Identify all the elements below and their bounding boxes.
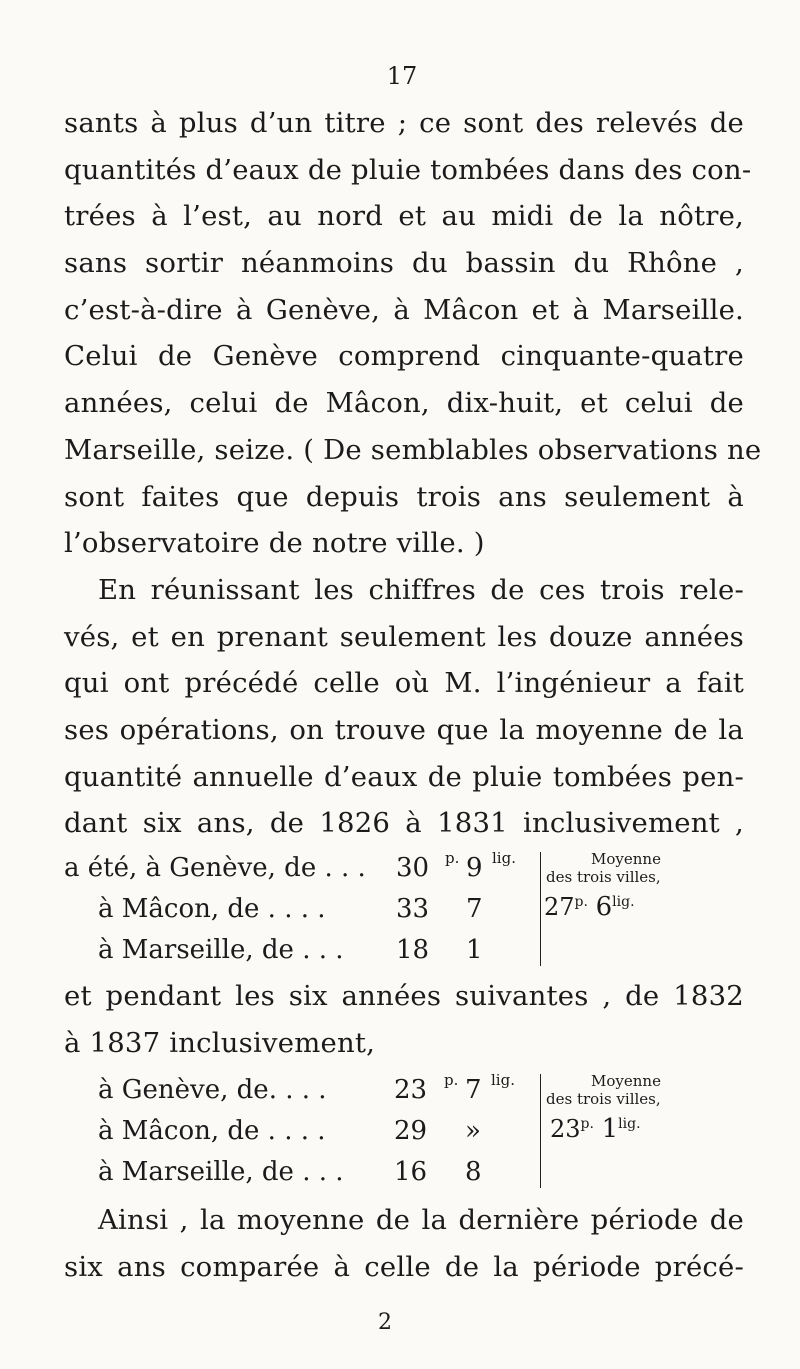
unit-lignes: lig. xyxy=(491,1071,515,1089)
page-number: 17 xyxy=(386,62,418,90)
row-place: à Mâcon, de . . . . xyxy=(98,894,326,924)
row-place: à Marseille, de . . . xyxy=(98,935,344,965)
text-line: six ans comparée à celle de la période précé- xyxy=(64,1250,744,1283)
row-lignes: 1 xyxy=(466,935,483,965)
row-place: à Mâcon, de . . . . xyxy=(98,1116,326,1146)
text-line: l’observatoire de notre ville. ) xyxy=(64,527,485,560)
text-line: vés, et en prenant seulement les douze années xyxy=(64,620,744,653)
body-text xyxy=(64,100,762,847)
rainfall-table-1832-1837 xyxy=(64,1070,744,1195)
bracket xyxy=(530,1074,541,1188)
text-line: ses opérations, on trouve que la moyenne de la xyxy=(64,713,744,746)
text-line: quantité annuelle d’eaux de pluie tombées pen- xyxy=(64,760,744,793)
row-pouces: 30 xyxy=(396,853,430,883)
text-line: Ainsi , la moyenne de la dernière période de xyxy=(98,1204,744,1236)
average-unit-lig: lig. xyxy=(612,894,635,910)
average-label-line2: des trois villes, xyxy=(546,1090,661,1108)
text-line: à 1837 inclusivement, xyxy=(64,1026,376,1059)
average-pouces: 27 xyxy=(544,893,575,921)
average-unit-p: p. xyxy=(580,1116,594,1132)
unit-lignes: lig. xyxy=(492,849,516,867)
row-lignes: 8 xyxy=(465,1157,482,1187)
text-line: En réunissant les chiffres de ces trois rele- xyxy=(98,573,744,606)
row-lignes: 9 xyxy=(466,853,483,883)
text-line: sans sortir néanmoins du bassin du Rhône , xyxy=(64,247,744,280)
average-value xyxy=(550,1114,641,1144)
row-pouces: 18 xyxy=(396,935,430,965)
average-lignes: 1 xyxy=(601,1114,619,1144)
average-label-line1: Moyenne xyxy=(591,1072,661,1090)
average-value xyxy=(544,892,635,922)
average-label-line2: des trois villes, xyxy=(546,868,661,886)
row-pouces: 23 xyxy=(394,1075,428,1105)
average-lignes: 6 xyxy=(595,892,613,922)
row-pouces: 33 xyxy=(396,894,430,924)
row-lignes: 7 xyxy=(466,894,483,924)
text-line: Marseille, seize. ( De semblables observations ne xyxy=(64,433,762,466)
text-line: c’est-à-dire à Genève, à Mâcon et à Marseille. xyxy=(64,293,744,326)
row-pouces: 16 xyxy=(394,1157,428,1187)
text-line: sants à plus d’un titre ; ce sont des relevés de xyxy=(64,107,744,139)
average-label xyxy=(546,1072,746,1108)
average-label xyxy=(546,850,746,886)
row-place: à Marseille, de . . . xyxy=(98,1157,344,1187)
text-line: trées à l’est, au nord et au midi de la nôtre, xyxy=(64,200,744,233)
unit-pouces: p. xyxy=(444,1071,459,1089)
signature-mark: 2 xyxy=(378,1310,392,1335)
row-place: a été, à Genève, de . . . xyxy=(64,853,366,883)
average-unit-lig: lig. xyxy=(618,1116,641,1132)
body-text-middle xyxy=(64,973,744,1066)
row-lignes: 7 xyxy=(465,1075,482,1105)
row-pouces: 29 xyxy=(394,1116,428,1146)
unit-pouces: p. xyxy=(445,849,460,867)
text-line: quantités d’eaux de pluie tombées dans des con- xyxy=(64,153,752,186)
row-place: à Genève, de. . . . xyxy=(98,1075,327,1105)
text-line: Celui de Genève comprend cinquante-quatre xyxy=(64,340,744,373)
average-pouces: 23 xyxy=(550,1115,581,1143)
text-line: et pendant les six années suivantes , de 1832 xyxy=(64,980,744,1012)
rainfall-table-1826-1831 xyxy=(64,848,744,973)
body-text-final xyxy=(64,1197,744,1290)
row-lignes: » xyxy=(465,1116,481,1146)
text-line: qui ont précédé celle où M. l’ingénieur a fait xyxy=(64,667,744,700)
average-unit-p: p. xyxy=(574,894,588,910)
text-line: années, celui de Mâcon, dix-huit, et celui de xyxy=(64,387,744,420)
bracket xyxy=(530,852,541,966)
average-label-line1: Moyenne xyxy=(591,850,661,868)
text-line: sont faites que depuis trois ans seulement à xyxy=(64,480,744,513)
text-line: dant six ans, de 1826 à 1831 inclusivement , xyxy=(64,807,744,840)
